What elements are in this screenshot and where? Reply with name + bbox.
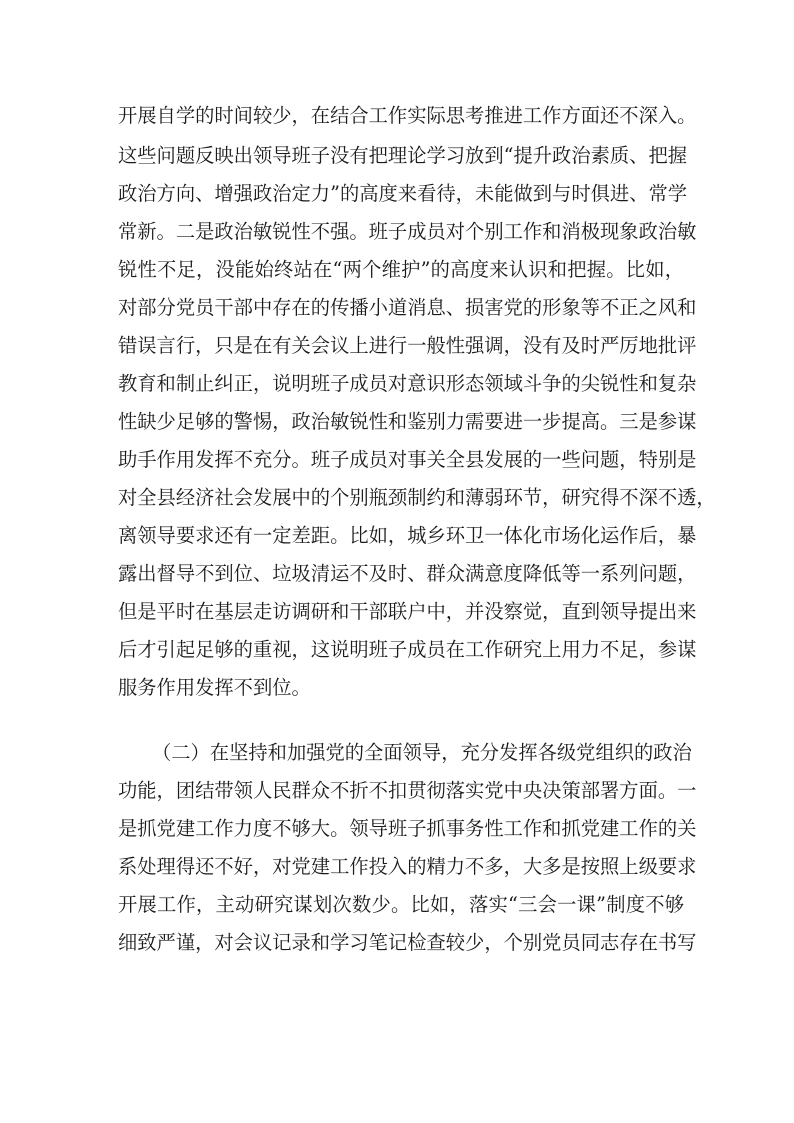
text-line: 教育和制止纠正，说明班子成员对意识形态领域斗争的尖锐性和复杂 — [118, 372, 697, 395]
text-line: 政治方向、增强政治定力”的高度来看待，未能做到与时俱进、常学 — [118, 182, 688, 205]
text-line: 露出督导不到位、垃圾清运不及时、群众满意度降低等一系列问题， — [118, 562, 697, 585]
text-line: 功能，团结带领人民群众不折不扣贯彻落实党中央决策部署方面。一 — [118, 779, 697, 802]
text-line: 对全县经济社会发展中的个别瓶颈制约和薄弱环节，研究得不深不透， — [118, 486, 716, 509]
text-line: 离领导要求还有一定差距。比如，城乡环卫一体化市场化运作后，暴 — [118, 524, 697, 547]
text-line: 错误言行，只是在有关会议上进行一般性强调，没有及时严厉地批评 — [118, 334, 697, 357]
text-line: 但是平时在基层走访调研和干部联户中，并没察觉，直到领导提出来 — [118, 600, 697, 623]
text-line: 是抓党建工作力度不够大。领导班子抓事务性工作和抓党建工作的关 — [118, 817, 697, 840]
text-line: 系处理得还不好，对党建工作投入的精力不多，大多是按照上级要求 — [118, 855, 697, 878]
text-line: 对部分党员干部中存在的传播小道消息、损害党的形象等不正之风和 — [118, 296, 697, 319]
text-line: 后才引起足够的重视，这说明班子成员在工作研究上用力不足，参谋 — [118, 638, 697, 661]
text-line: （二）在坚持和加强党的全面领导，充分发挥各级党组织的政治 — [152, 741, 692, 764]
text-line: 开展工作，主动研究谋划次数少。比如，落实“三会一课”制度不够 — [118, 893, 684, 916]
text-line: 助手作用发挥不充分。班子成员对事关全县发展的一些问题，特别是 — [118, 448, 697, 471]
text-line: 开展自学的时间较少，在结合工作实际思考推进工作方面还不深入。 — [118, 104, 697, 127]
text-line: 常新。二是政治敏锐性不强。班子成员对个别工作和消极现象政治敏 — [118, 220, 697, 243]
text-line: 服务作用发挥不到位。 — [118, 676, 311, 699]
text-line: 这些问题反映出领导班子没有把理论学习放到“提升政治素质、把握 — [118, 144, 688, 167]
text-line: 性缺少足够的警惕，政治敏锐性和鉴别力需要进一步提高。三是参谋 — [118, 410, 697, 433]
text-line: 锐性不足，没能始终站在“两个维护”的高度来认识和把握。比如， — [118, 258, 684, 281]
text-line: 细致严谨，对会议记录和学习笔记检查较少，个别党员同志存在书写 — [118, 931, 697, 954]
